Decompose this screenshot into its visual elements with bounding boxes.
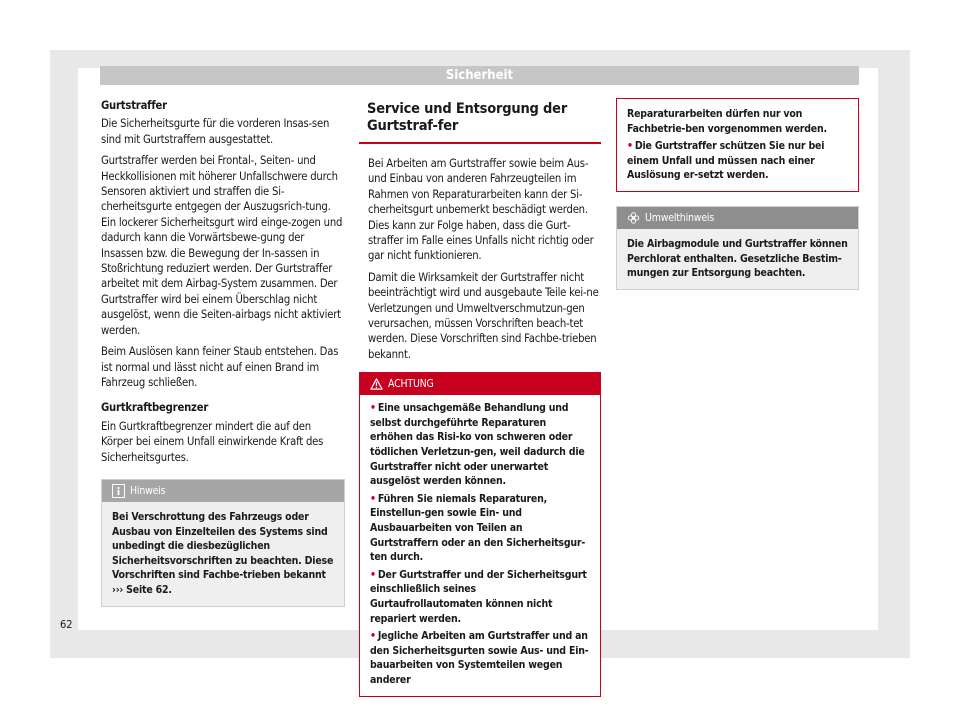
heading-gurtkraftbegrenzer: Gurtkraftbegrenzer <box>101 401 209 415</box>
heading-gurtstraffer: Gurtstraffer <box>101 99 167 112</box>
hint-box-body <box>102 502 344 606</box>
column-right <box>616 98 859 290</box>
flower-icon <box>627 211 640 225</box>
warning-box-body <box>360 395 600 695</box>
column-middle <box>359 98 601 697</box>
paragraph: Bei Arbeiten am Gurtstraffer sowie beim Aus- und Einbau von anderen Fahrzeugteilen im Rahmen von Reparaturarbeiten kann der Si-cherheitsgurt unbemerkt beschädigt werden. Dies kann zur Folge haben, dass die Gurt-straffer im Falle eines Unfalls nicht richtig oder gar nicht funktionieren. <box>368 157 594 263</box>
warning-continued-body <box>617 99 858 191</box>
column-left <box>101 98 345 607</box>
paragraph: Beim Auslösen kann feiner Staub entstehen. Das ist normal und lässt nicht auf einen Brand im Fahrzeug schließen. <box>101 345 339 389</box>
warning-box-header <box>360 373 600 395</box>
warning-bullet: • Der Gurtstraffer und der Sicherheitsgurt einschließlich seines Gurtaufrollautomaten können nicht repariert werden. <box>370 568 587 625</box>
warning-title: ACHTUNG <box>388 378 434 391</box>
hint-text: Bei Verschrottung des Fahrzeugs oder Ausbau von Einzelteilen des Systems sind unbedingt die diesbezüglichen Sicherheitsvorschriften zu beachten. Diese Vorschriften sind Fachbe-trieben bekannt <box>112 510 334 582</box>
paragraph: Damit die Wirksamkeit der Gurtstraffer nicht beeinträchtigt wird und ausgebaute Teile kei-ne Verletzungen und Umweltverschmutzun-gen verursachen, müssen Vorschriften beach-tet werden. Diese Vorschriften sind Fachbe-trieben bekannt. <box>368 270 599 361</box>
section-body <box>368 156 601 362</box>
hint-title: Hinweis <box>130 484 166 497</box>
warning-box <box>359 372 601 696</box>
warning-bullet: • Eine unsachgemäße Behandlung und selbst durchgeführte Reparaturen erhöhen das Risi-ko von schweren oder tödlichen Verletzun-gen, weil dadurch die Gurtstraffer nicht oder unerwartet ausgelöst werden können. <box>370 402 585 488</box>
environment-box-header <box>617 207 858 229</box>
environment-title: Umwelthinweis <box>645 211 715 224</box>
warning-bullet: • Jegliche Arbeiten am Gurtstraffer und an den Sicherheitsgurten sowie Aus- und Ein-bauarbeiten von Systemteilen wegen anderer <box>370 630 589 686</box>
paragraph: Gurtstraffer werden bei Frontal-, Seiten- und Heckkollisionen mit höherer Unfallschwere durch Sensoren aktiviert und straffen die Si-cherheitsgurte entgegen der Auszugsrich-tung. Ein lockerer Sicherheitsgurt wird einge-zogen und dadurch kann die Vorwärtsbewe-gung der Insassen bzw. die Bewegung der In-sassen in Stoßrichtung reduziert werden. Der Gurtstraffer arbeitet mit dem Airbag-System zusammen. Der Gurtstraffer wird bei einem Überschlag nicht ausgelöst, wenn die Seiten-airbags nicht aktiviert werden. <box>101 154 343 337</box>
warning-bullet: • Die Gurtstraffer schützen Sie nur bei einem Unfall und müssen nach einer Auslösung er-setzt werden. <box>627 140 825 182</box>
section-header: Sicherheit <box>100 66 859 85</box>
paragraph: Ein Gurtkraftbegrenzer mindert die auf den Körper bei einem Unfall einwirkende Kraft des Sicherheitsgurtes. <box>101 419 324 464</box>
hint-box-header <box>102 480 344 502</box>
page-reference-link[interactable]: ››› Seite 62 <box>112 583 169 596</box>
info-icon <box>112 484 125 498</box>
section-title: Service und Entsorgung der Gurtstraf-fer <box>367 101 568 134</box>
environment-box <box>616 206 859 290</box>
environment-box-body: Die Airbagmodule und Gurtstraffer können Perchlorat enthalten. Gesetzliche Bestim-mungen zur Entsorgung beachten. <box>617 229 858 289</box>
warning-box-continued <box>616 98 859 192</box>
warning-continued-text: Reparaturarbeiten dürfen nur von Fachbetrie-ben vorgenommen werden. <box>627 108 827 135</box>
paragraph: Die Sicherheitsgurte für die vorderen Insas-sen sind mit Gurtstraffern ausgestattet. <box>101 117 330 146</box>
hint-box <box>101 479 345 607</box>
title-underline <box>359 142 601 144</box>
hint-text-end: . <box>168 583 172 596</box>
warning-triangle-icon <box>370 377 383 391</box>
warning-bullet: • Führen Sie niemals Reparaturen, Einstellun-gen sowie Ein- und Ausbauarbeiten von Teilen an Gurtstraffern oder an den Sicherheitsgur-ten durch. <box>370 492 586 564</box>
page-number: 62 <box>60 618 73 631</box>
